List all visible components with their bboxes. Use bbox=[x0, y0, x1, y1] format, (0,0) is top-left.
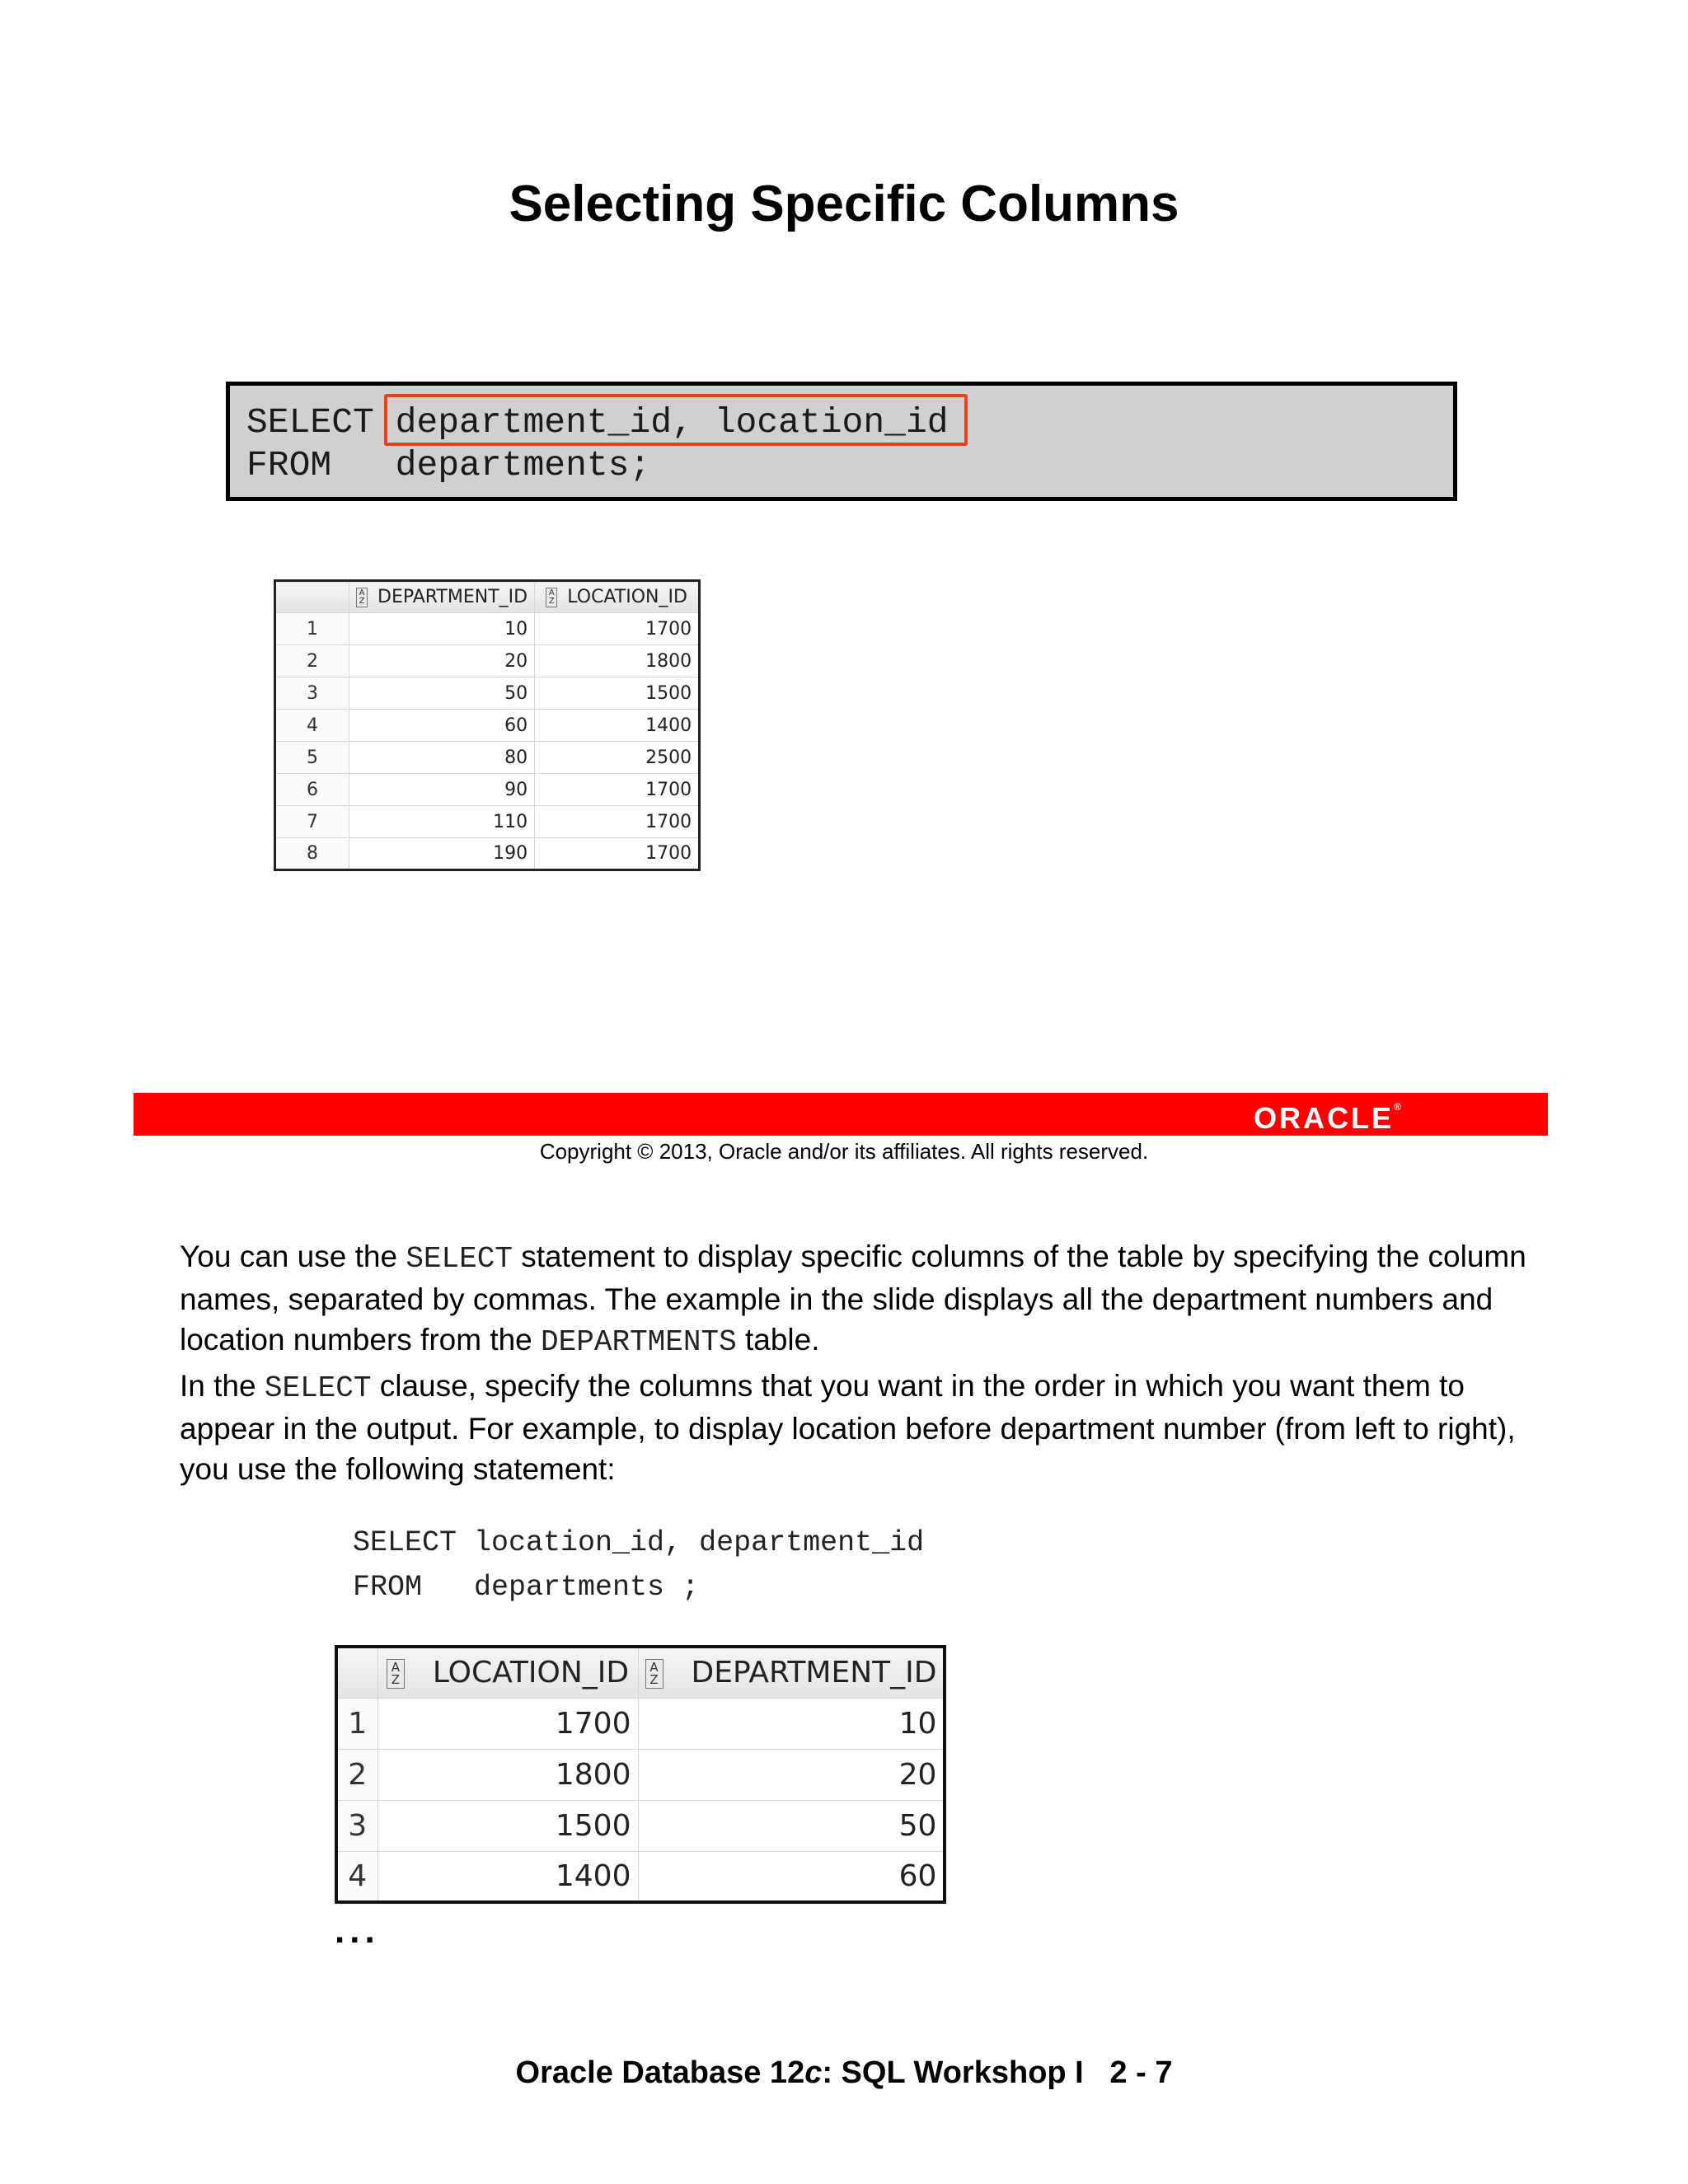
cell-department-id: 20 bbox=[349, 645, 535, 677]
cell-location-id: 1700 bbox=[535, 806, 700, 838]
table-row bbox=[275, 838, 700, 870]
row-number: 4 bbox=[275, 710, 349, 742]
cell-department-id: 80 bbox=[349, 742, 535, 774]
notes-paragraph-2: In the SELECT clause, specify the columns that you want in the order in which you want them to appear in the output. For example, to display location before department number (from left to right), you use the following statement: bbox=[180, 1369, 1516, 1486]
row-number: 6 bbox=[275, 774, 349, 806]
cell-department-id: 90 bbox=[349, 774, 535, 806]
example-code-line-2: FROM departments ; bbox=[353, 1571, 700, 1604]
cell-location-id: 1500 bbox=[377, 1800, 638, 1851]
row-number: 1 bbox=[336, 1698, 377, 1749]
oracle-logo: ORACLE® bbox=[1254, 1101, 1401, 1135]
table-row bbox=[336, 1851, 945, 1902]
cell-department-id: 10 bbox=[638, 1698, 945, 1749]
code-line-from bbox=[246, 445, 650, 485]
row-number: 2 bbox=[275, 645, 349, 677]
cell-department-id: 60 bbox=[349, 710, 535, 742]
cell-location-id: 1800 bbox=[377, 1749, 638, 1800]
cell-department-id: 110 bbox=[349, 806, 535, 838]
column-header-department-id[interactable]: A Z DEPARTMENT_ID bbox=[638, 1647, 945, 1698]
registered-mark: ® bbox=[1394, 1101, 1401, 1113]
sort-icon[interactable]: A Z bbox=[645, 1659, 663, 1689]
cell-department-id: 190 bbox=[349, 838, 535, 870]
table-row bbox=[275, 645, 700, 677]
row-number-header bbox=[275, 581, 349, 613]
table-row bbox=[275, 774, 700, 806]
cell-department-id: 50 bbox=[638, 1800, 945, 1851]
oracle-banner bbox=[134, 1093, 1548, 1136]
code-select-columns: department_id, location_id bbox=[395, 402, 949, 443]
row-number: 8 bbox=[275, 838, 349, 870]
slide-code-block bbox=[226, 382, 1457, 501]
cell-department-id: 10 bbox=[349, 613, 535, 645]
slide-title: Selecting Specific Columns bbox=[509, 176, 1179, 232]
table-row bbox=[275, 742, 700, 774]
column-header-location-id[interactable]: A Z LOCATION_ID bbox=[535, 581, 700, 613]
cell-department-id: 20 bbox=[638, 1749, 945, 1800]
row-number: 1 bbox=[275, 613, 349, 645]
cell-location-id: 1500 bbox=[535, 677, 700, 710]
sort-icon[interactable]: A Z bbox=[356, 588, 368, 607]
cell-location-id: 1700 bbox=[535, 613, 700, 645]
cell-location-id: 2500 bbox=[535, 742, 700, 774]
row-number: 4 bbox=[336, 1851, 377, 1902]
table-row bbox=[275, 613, 700, 645]
row-number: 3 bbox=[336, 1800, 377, 1851]
more-rows-ellipsis: ... bbox=[335, 1910, 380, 1951]
table-row bbox=[275, 806, 700, 838]
code-from-table: departments; bbox=[395, 445, 651, 485]
grid-header-row bbox=[336, 1647, 945, 1698]
row-number: 5 bbox=[275, 742, 349, 774]
row-number: 7 bbox=[275, 806, 349, 838]
row-number: 3 bbox=[275, 677, 349, 710]
sort-icon[interactable]: A Z bbox=[546, 588, 557, 607]
inline-code: SELECT bbox=[406, 1242, 513, 1276]
table-row bbox=[336, 1698, 945, 1749]
column-header-department-id[interactable]: A Z DEPARTMENT_ID bbox=[349, 581, 535, 613]
table-row bbox=[275, 710, 700, 742]
notes-paragraph-1: You can use the SELECT statement to display specific columns of the table by specifying the column names, separated by commas. The example in the slide displays all the department numbers and location numbers from the DEPARTMENTS table. bbox=[180, 1240, 1526, 1359]
row-number-header bbox=[336, 1647, 377, 1698]
cell-location-id: 1800 bbox=[535, 645, 700, 677]
table-row bbox=[336, 1749, 945, 1800]
cell-department-id: 60 bbox=[638, 1851, 945, 1902]
sort-icon[interactable]: A Z bbox=[387, 1659, 405, 1689]
row-number: 2 bbox=[336, 1749, 377, 1800]
grid-header-row bbox=[275, 581, 700, 613]
cell-location-id: 1400 bbox=[535, 710, 700, 742]
inline-code: DEPARTMENTS bbox=[541, 1325, 737, 1359]
result-grid-1 bbox=[274, 579, 701, 871]
cell-department-id: 50 bbox=[349, 677, 535, 710]
column-highlight-box bbox=[384, 394, 968, 446]
page-footer: Oracle Database 12c: SQL Workshop I 2 - 7 bbox=[515, 2055, 1173, 2090]
column-header-location-id[interactable]: A Z LOCATION_ID bbox=[377, 1647, 638, 1698]
code-keyword-select: SELECT bbox=[246, 402, 374, 443]
copyright-notice: Copyright © 2013, Oracle and/or its affiliates. All rights reserved. bbox=[539, 1139, 1149, 1164]
inline-code: SELECT bbox=[264, 1371, 372, 1405]
code-keyword-from: FROM bbox=[246, 445, 332, 485]
cell-location-id: 1700 bbox=[535, 774, 700, 806]
table-row bbox=[275, 677, 700, 710]
table-row bbox=[336, 1800, 945, 1851]
cell-location-id: 1700 bbox=[535, 838, 700, 870]
example-code-line-1: SELECT location_id, department_id bbox=[353, 1526, 925, 1559]
cell-location-id: 1400 bbox=[377, 1851, 638, 1902]
result-grid-2 bbox=[335, 1645, 946, 1904]
cell-location-id: 1700 bbox=[377, 1698, 638, 1749]
